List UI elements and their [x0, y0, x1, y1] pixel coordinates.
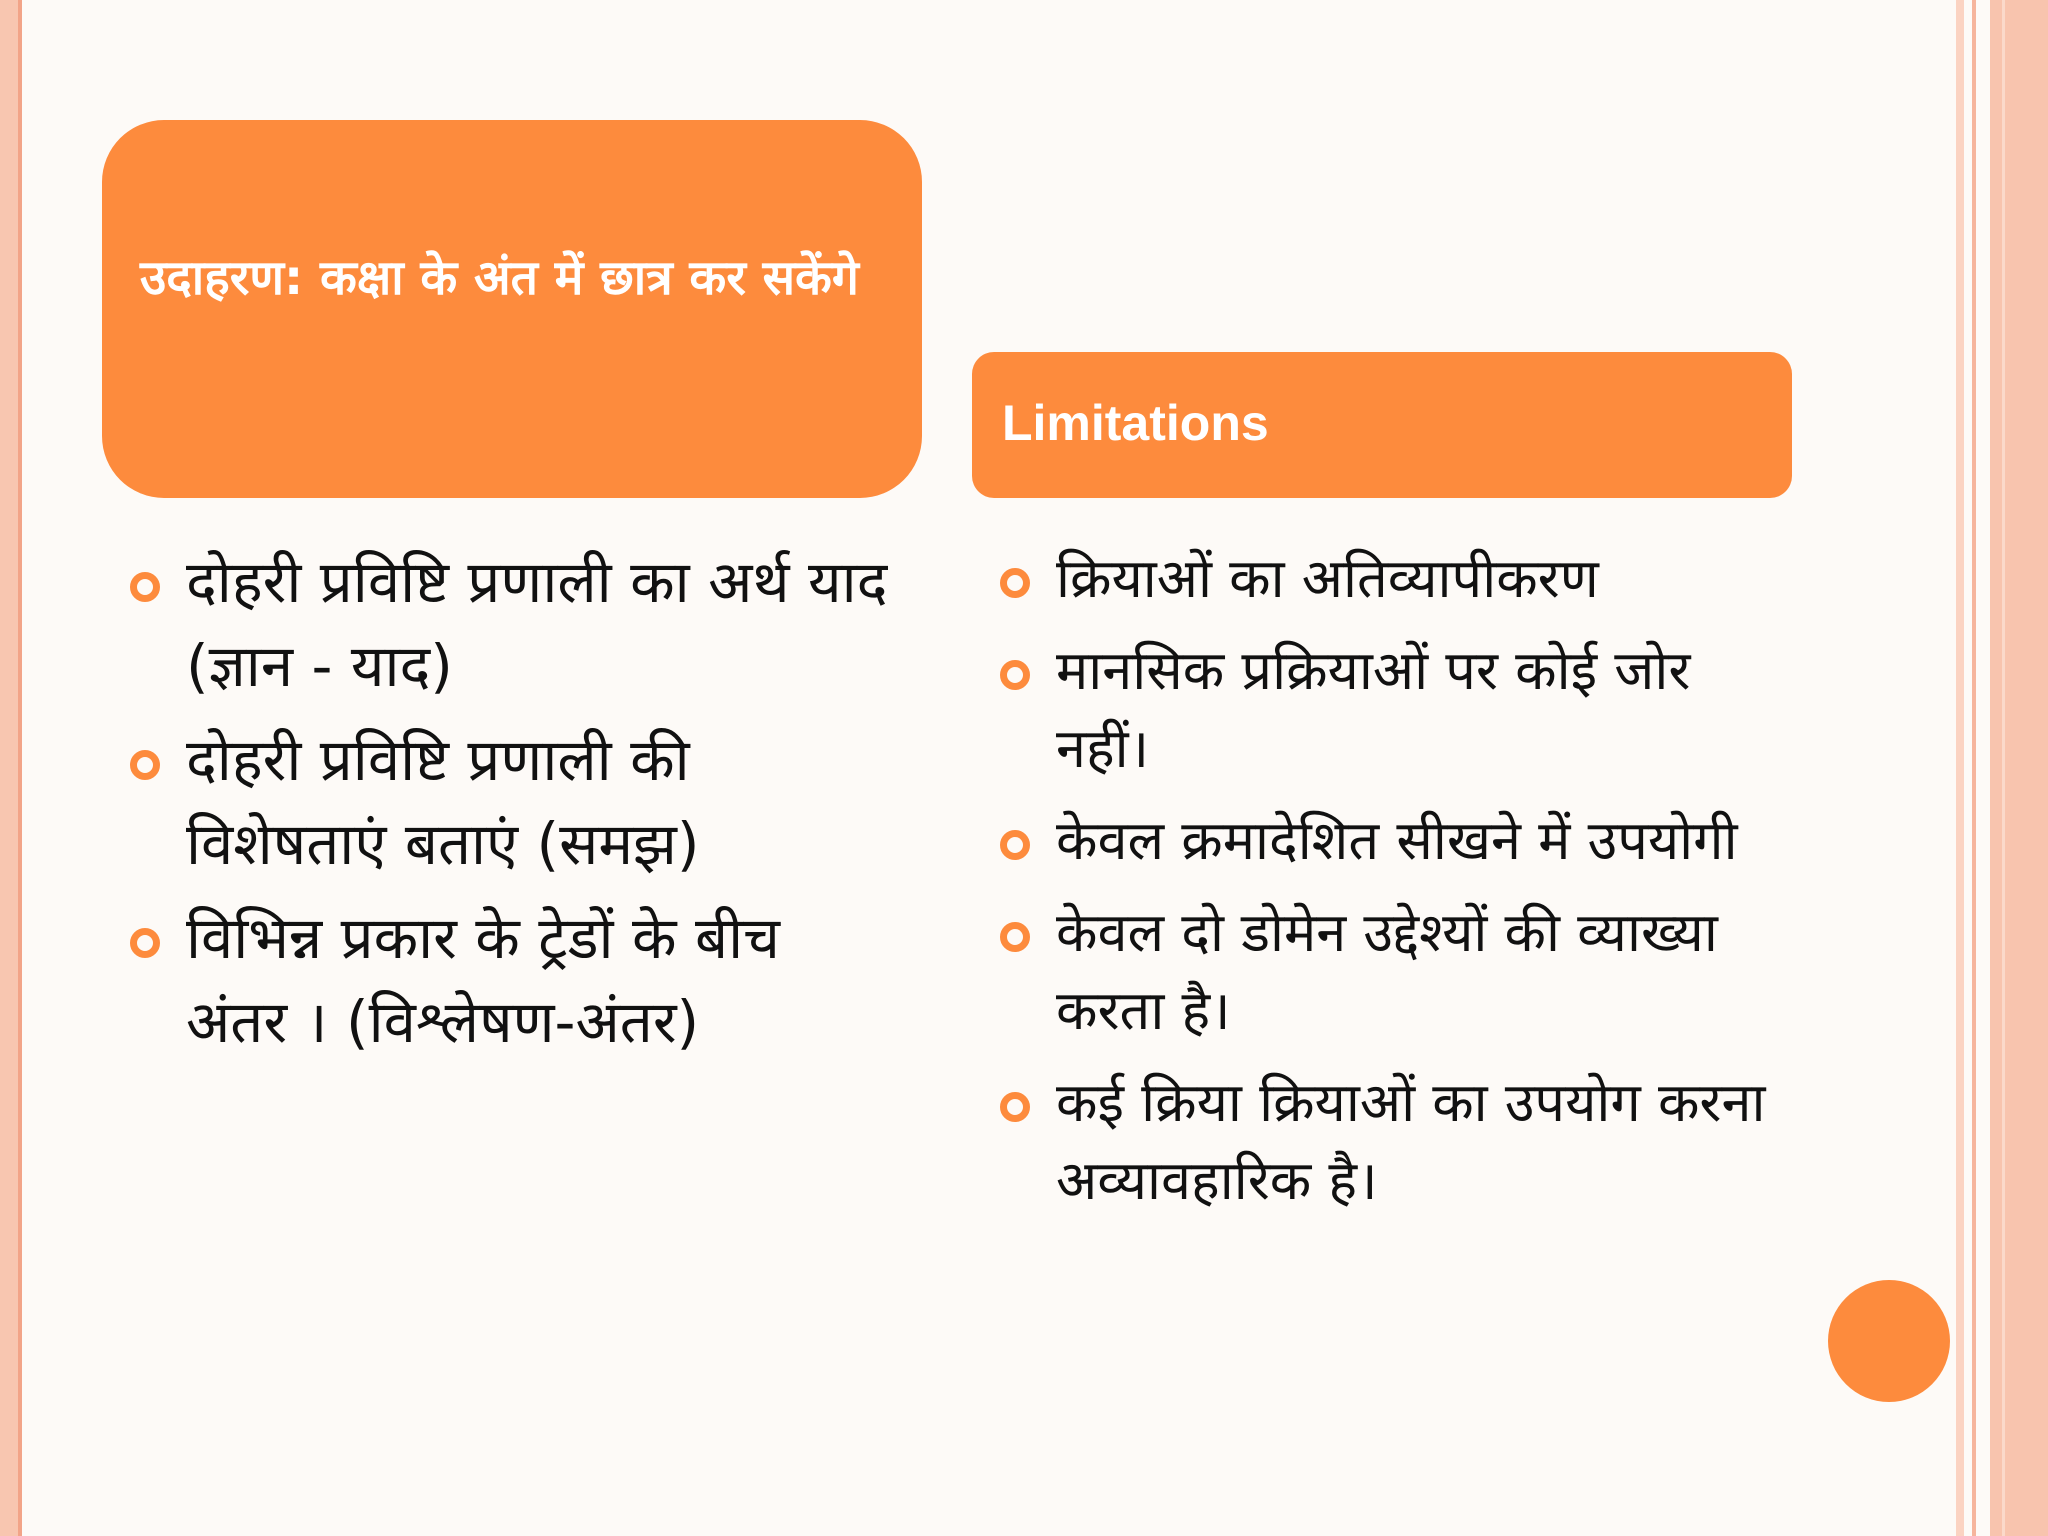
bullet-ring-icon: [130, 750, 160, 780]
examples-header-box: [102, 120, 922, 498]
list-item: [1000, 802, 1790, 880]
right-border-stripe: [1956, 0, 1964, 1536]
bullet-ring-icon: [130, 572, 160, 602]
bullet-ring-icon: [1000, 660, 1030, 690]
list-item-text: क्रियाओं का अतिव्यापीकरण: [1056, 547, 1599, 610]
list-item-text: कई क्रिया क्रियाओं का उपयोग करना अव्यावहारिक है।: [1056, 1071, 1766, 1212]
list-item: [1000, 1064, 1790, 1220]
list-item: [130, 718, 890, 886]
list-item-text: दोहरी प्रविष्टि प्रणाली का अर्थ याद (ज्ञान - याद): [186, 548, 888, 700]
list-item: [1000, 894, 1790, 1050]
bullet-ring-icon: [1000, 1092, 1030, 1122]
right-border-line: [2002, 0, 2005, 1536]
bullet-ring-icon: [1000, 830, 1030, 860]
right-border-band: [1990, 0, 2048, 1536]
decorative-circle: [1828, 1280, 1950, 1402]
limitations-list: [1000, 540, 1790, 1234]
list-item-text: मानसिक प्रक्रियाओं पर कोई जोर नहीं।: [1056, 639, 1691, 780]
bullet-ring-icon: [1000, 922, 1030, 952]
limitations-header-box: [972, 352, 1792, 498]
objectives-list: [130, 540, 890, 1074]
list-item: [1000, 632, 1790, 788]
examples-header-text: उदाहरण: कक्षा के अंत में छात्र कर सकेंगे: [140, 250, 859, 306]
bullet-ring-icon: [1000, 568, 1030, 598]
list-item-text: केवल क्रमादेशित सीखने में उपयोगी: [1056, 809, 1738, 872]
bullet-ring-icon: [130, 928, 160, 958]
right-border-stripe: [1972, 0, 1976, 1536]
left-border-decoration: [0, 0, 22, 1536]
list-item: [130, 540, 890, 708]
limitations-header-text: Limitations: [1002, 395, 1269, 451]
list-item: [1000, 540, 1790, 618]
list-item: [130, 896, 890, 1064]
list-item-text: दोहरी प्रविष्टि प्रणाली की विशेषताएं बताएं (समझ): [186, 726, 700, 878]
list-item-text: विभिन्न प्रकार के ट्रेडों के बीच अंतर । (विश्लेषण-अंतर): [186, 904, 780, 1056]
list-item-text: केवल दो डोमेन उद्देश्यों की व्याख्या करता है।: [1056, 901, 1718, 1042]
